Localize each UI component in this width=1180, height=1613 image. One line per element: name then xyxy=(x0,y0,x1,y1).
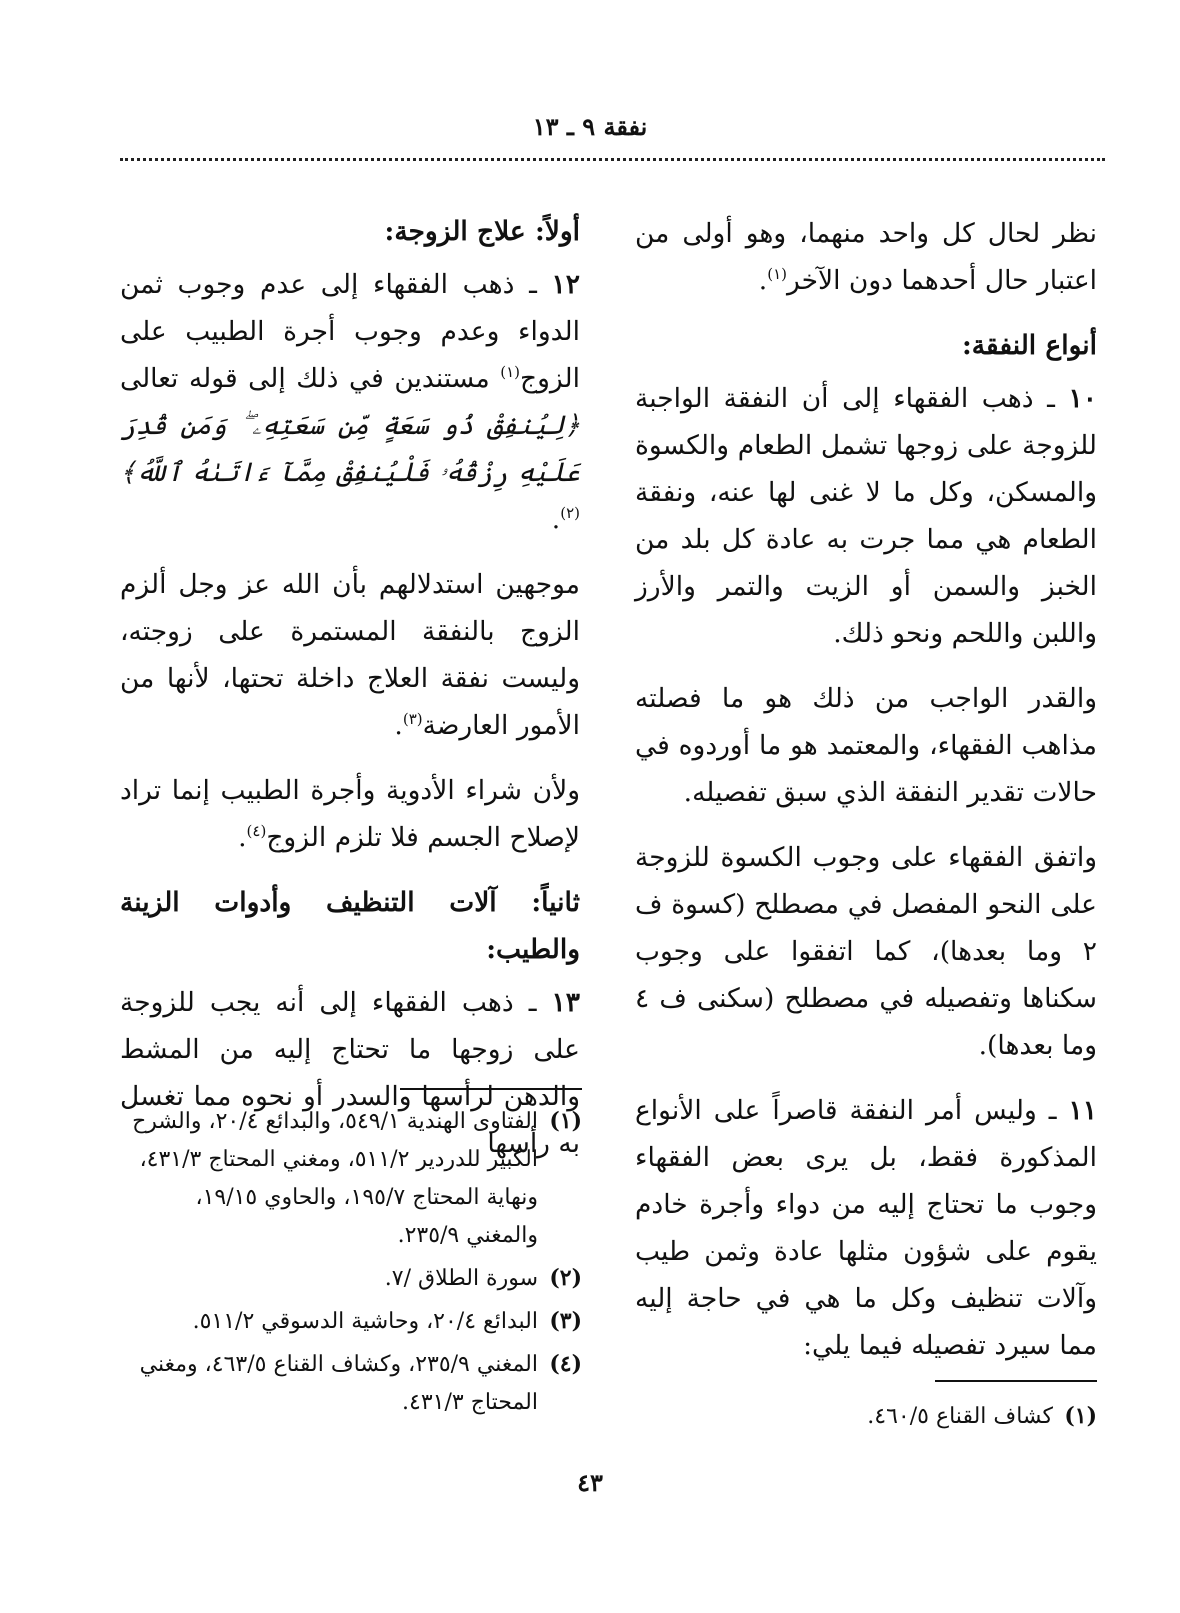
footnote-ref[interactable]: (٢) xyxy=(560,504,580,523)
quran-verse: ﴿لِيُنفِقْ ذُو سَعَةٍ مِّن سَعَتِهِۦ ۖ وَمَن قُدِرَ عَلَيْهِ رِزْقُهُۥ فَلْيُنفِقْ مِمَّآ ءَاتَىٰهُ ٱللَّهُ﴾ xyxy=(120,410,580,488)
footnote-ref[interactable]: (٣) xyxy=(402,710,423,729)
footnote-ref[interactable]: (١) xyxy=(767,265,787,284)
paragraph-number: ١٣ xyxy=(551,987,580,1018)
footnote: (٢)سورة الطلاق /٧. xyxy=(384,1265,582,1291)
paragraph-number: ١٢ xyxy=(551,269,580,300)
footnote-separator-left xyxy=(400,1088,582,1090)
section-heading-treatment: أولاً: علاج الزوجة: xyxy=(384,216,580,247)
paragraph-number: ١٠ xyxy=(1068,383,1097,414)
footnote-ref[interactable]: (٤) xyxy=(246,822,267,841)
paragraph-reasoning: موجهين استدلالهم بأن الله عز وجل ألزم الزوج بالنفقة المستمرة على زوجته، وليست نفقة العلاج داخلة تحتها، لأنها من الأمور العارضة$^{(٣)}$. xyxy=(120,569,580,741)
footnotes-left xyxy=(120,1102,582,1426)
header-dotted-rule xyxy=(120,158,1105,161)
paragraph-amount: والقدر الواجب من ذلك هو ما فصلته مذاهب الفقهاء، والمعتمد هو ما أوردوه في حالات تقدير النفقة الذي سبق تفصيله. xyxy=(635,683,1097,808)
paragraph-number: ١١ xyxy=(1068,1095,1097,1126)
section-heading-types: أنواع النفقة: xyxy=(961,330,1097,361)
footnote-ref[interactable]: (١) xyxy=(500,363,521,382)
paragraph-continuation: نظر لحال كل واحد منهما، وهو أولى من اعتبار حال أحدهما دون الآخر$^{(١)}$. xyxy=(635,218,1097,296)
footnote: (٤)المغني ٢٣٥/٩، وكشاف القناع ٤٦٣/٥، ومغني المحتاج ٤٣١/٣. xyxy=(139,1351,582,1415)
paragraph-10: ١٠ ـ ذهب الفقهاء إلى أن النفقة الواجبة للزوجة على زوجها تشمل الطعام والكسوة والمسكن، وكل ما لا غنى لها عنه، ونفقة الطعام هي مما جرت به عادة كل بلد من الخبز والسمن أو الزيت والتمر والأرز واللبن واللحم ونحو ذلك. xyxy=(635,383,1097,649)
footnote: (١)كشاف القناع ٤٦٠/٥. xyxy=(867,1403,1097,1429)
footnote-separator-right xyxy=(935,1380,1097,1382)
paragraph-medicine: ولأن شراء الأدوية وأجرة الطبيب إنما تراد لإصلاح الجسم فلا تلزم الزوج$^{(٤)}$. xyxy=(120,775,580,853)
footnote: (١)الفتاوى الهندية ٥٤٩/١، والبدائع ٢٠/٤، والشرح الكبير للدردير ٥١١/٢، ومغني المحتاج ٤٣١/٣، ونهاية المحتاج ١٩٥/٧، والحاوي ١٩/١٥، والمغني ٢٣٥/٩. xyxy=(132,1108,582,1248)
right-column xyxy=(635,210,1097,1387)
running-header: نفقة ٩ ـ ١٣ xyxy=(532,112,648,141)
left-column xyxy=(120,208,580,1185)
section-heading-cleaning: ثانياً: آلات التنظيف وأدوات الزينة والطيب: xyxy=(120,887,580,965)
footnotes-right xyxy=(635,1397,1097,1440)
footnote: (٣)البدائع ٢٠/٤، وحاشية الدسوقي ٥١١/٢. xyxy=(192,1308,582,1334)
paragraph-13: ١٣ ـ ذهب الفقهاء إلى أنه يجب للزوجة على زوجها ما تحتاج إليه من المشط والدهن لرأسها والسدر أو نحوه مما تغسل به رأسها xyxy=(120,987,580,1159)
paragraph-12: ١٢ ـ ذهب الفقهاء إلى عدم وجوب ثمن الدواء وعدم وجوب أجرة الطبيب على الزوج$^{(١)}$ مستندين في ذلك إلى قوله تعالى ﴿لِيُنفِقْ ذُو سَعَةٍ مِّن سَعَتِهِۦ ۖ وَمَن قُدِرَ عَلَيْهِ رِزْقُهُۥ فَلْيُنفِقْ مِمَّآ ءَاتَىٰهُ ٱللَّهُ﴾$^{(٢)}$. xyxy=(120,269,580,535)
page-number: ٤٣ xyxy=(577,1468,603,1497)
paragraph-clothing: واتفق الفقهاء على وجوب الكسوة للزوجة على النحو المفصل في مصطلح (كسوة ف ٢ وما بعدها)، كما اتفقوا على وجوب سكناها وتفصيله في مصطلح (سكنى ف ٤ وما بعدها). xyxy=(635,842,1097,1061)
paragraph-11: ١١ ـ وليس أمر النفقة قاصراً على الأنواع المذكورة فقط، بل يرى بعض الفقهاء وجوب ما تحتاج إليه من دواء وأجرة خادم يقوم على شؤون مثلها عادة وثمن طيب وآلات تنظيف وكل ما هي في حاجة إليه مما سيرد تفصيله فيما يلي: xyxy=(635,1095,1097,1361)
